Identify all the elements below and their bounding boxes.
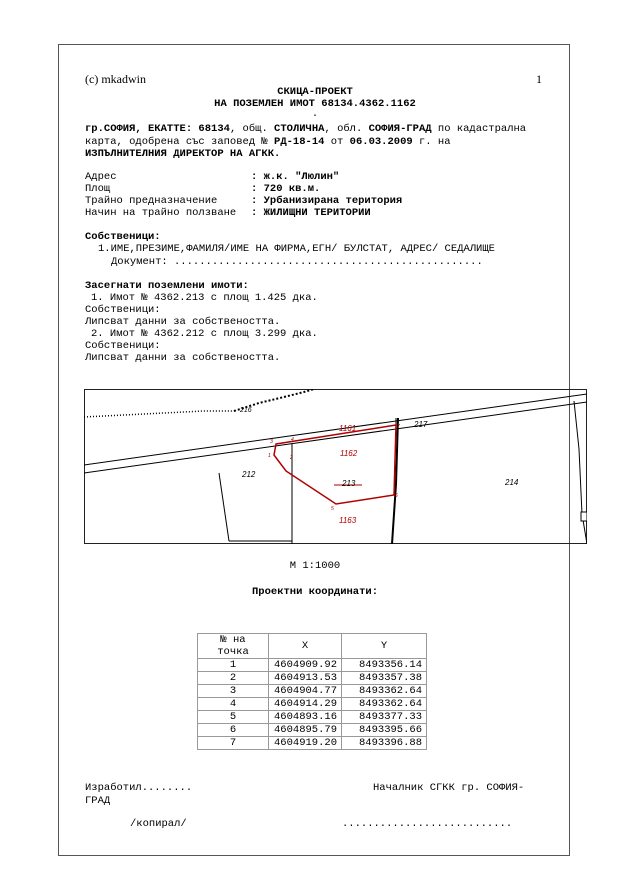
label-1161: 1161 <box>339 424 357 433</box>
separator: : <box>251 195 264 207</box>
affected-line: 1. Имот № 4362.213 с площ 1.425 дка. <box>91 292 318 304</box>
cell: 7 <box>198 737 269 750</box>
cell: 2 <box>198 672 269 685</box>
intro-line-3: ИЗПЪЛНИТЕЛНИЯ ДИРЕКТОР НА АГКК. <box>85 148 281 160</box>
cell: 8493396.88 <box>342 737 427 750</box>
chief-title-cont: ГРАД <box>85 795 111 807</box>
cell: 4604895.79 <box>269 724 342 737</box>
separator: : <box>251 171 264 183</box>
vertex-label: 6 <box>395 493 398 499</box>
label-213: 213 <box>342 479 356 488</box>
dotted-boundary-left <box>84 411 234 417</box>
coords-heading: Проектни координати: <box>251 586 379 598</box>
prop-address-label: Адрес <box>85 171 117 183</box>
table-row <box>198 698 427 711</box>
cell: 8493362.64 <box>342 698 427 711</box>
cell: 4604904.77 <box>269 685 342 698</box>
prop-use-label: Начин на трайно ползване <box>85 207 237 219</box>
signature-line: ........................... <box>342 818 513 830</box>
affected-line: Липсват данни за собствеността. <box>85 352 281 364</box>
affected-line: Липсват данни за собствеността. <box>85 316 281 328</box>
intro-line-2 <box>85 136 451 148</box>
cell: 8493362.64 <box>342 685 427 698</box>
label-1163: 1163 <box>339 516 357 525</box>
prop-address-value <box>251 171 339 183</box>
vertex-label: 2 <box>290 455 293 461</box>
parcel-boundary <box>219 473 229 541</box>
copied-by: /копирал/ <box>130 818 187 830</box>
value: Урбанизирана територия <box>263 195 403 207</box>
cell: 4604919.20 <box>269 737 342 750</box>
owners-document: Документ: ................................................. <box>111 256 483 268</box>
vertex-label: 3 <box>270 439 273 445</box>
cell: 4604893.16 <box>269 711 342 724</box>
prop-purpose-value <box>251 195 402 207</box>
intro-text: , обл. <box>324 123 369 135</box>
label-214: 214 <box>505 478 519 487</box>
prop-area-value <box>251 183 320 195</box>
order-date: 06.03.2009 <box>349 136 413 148</box>
intro-line-1 <box>85 123 526 135</box>
document-title: СКИЦА-ПРОЕКТ <box>277 86 353 98</box>
label-217: 217 <box>414 420 428 429</box>
label-216: 216 <box>240 407 252 414</box>
cell: 5 <box>198 711 269 724</box>
made-by: Изработил........ <box>85 782 193 794</box>
cell: 8493356.14 <box>342 659 427 672</box>
separator: : <box>251 183 264 195</box>
chief-title: Началник СГКК гр. СОФИЯ- <box>373 782 525 794</box>
vertex-label: 7 <box>397 424 400 430</box>
intro-text: по кадастрална <box>431 123 527 135</box>
table-row <box>198 724 427 737</box>
intro-text: карта, одобрена със заповед № <box>85 136 275 148</box>
cell: 4604914.29 <box>269 698 342 711</box>
table-header-row <box>198 634 427 659</box>
cell: 3 <box>198 685 269 698</box>
prop-area-label: Площ <box>85 183 111 195</box>
cell: 1 <box>198 659 269 672</box>
label-212: 212 <box>242 470 256 479</box>
value: ЖИЛИЩНИ ТЕРИТОРИИ <box>263 207 371 219</box>
col-point: № на точка <box>198 634 269 659</box>
cell: 8493357.38 <box>342 672 427 685</box>
affected-line: Собственици: <box>85 340 161 352</box>
coords-table <box>197 633 427 750</box>
page-number: 1 <box>536 72 542 86</box>
table-row <box>198 685 427 698</box>
col-y: Y <box>342 634 427 659</box>
table-row <box>198 672 427 685</box>
title-dot: . <box>311 108 319 120</box>
affected-line: 2. Имот № 4362.212 с площ 3.299 дка. <box>91 328 318 340</box>
cell: 8493395.66 <box>342 724 427 737</box>
parcel-boundary-right <box>574 401 587 544</box>
cell: 4604909.92 <box>269 659 342 672</box>
table-row <box>198 659 427 672</box>
prop-purpose-label: Трайно предназначение <box>85 195 218 207</box>
cell: 8493377.33 <box>342 711 427 724</box>
city-ekatte: гр.СОФИЯ, ЕКАТТЕ: 68134 <box>85 123 230 135</box>
intro-text: г. на <box>412 136 451 148</box>
vertex-label: 5 <box>331 506 334 512</box>
document-subtitle: НА ПОЗЕМЛЕН ИМОТ 68134.4362.1162 <box>214 98 416 110</box>
separator: : <box>251 207 264 219</box>
road-line-upper <box>84 394 587 465</box>
region: СОФИЯ-ГРАД <box>368 123 432 135</box>
vertex-label: 1 <box>268 453 271 459</box>
affected-heading: Засегнати поземлени имоти: <box>85 280 249 292</box>
owners-heading: Собственици: <box>85 231 161 243</box>
intro-text: , общ. <box>229 123 275 135</box>
table-row <box>198 711 427 724</box>
col-x: X <box>269 634 342 659</box>
intro-text: от <box>324 136 350 148</box>
value: 720 кв.м. <box>263 183 321 195</box>
owners-item: 1.ИМЕ,ПРЕЗИМЕ,ФАМИЛЯ/ИМЕ НА ФИРМА,ЕГН/ БУЛСТАТ, АДРЕС/ СЕДАЛИЩЕ <box>98 243 495 255</box>
order-number: РД-18-14 <box>274 136 325 148</box>
label-1162: 1162 <box>340 449 358 458</box>
vertex-label: 4 <box>291 437 294 443</box>
value: ж.к. "Люлин" <box>263 171 340 183</box>
cell: 6 <box>198 724 269 737</box>
municipality: СТОЛИЧНА <box>274 123 325 135</box>
map-marker <box>581 512 587 521</box>
affected-line: Собственици: <box>85 304 161 316</box>
map-scale: М 1:1000 <box>289 560 341 572</box>
table-row <box>198 737 427 750</box>
cadastral-map <box>84 389 587 544</box>
cell: 4604913.53 <box>269 672 342 685</box>
copyright-text: (c) mkadwin <box>85 72 146 86</box>
prop-use-value <box>251 207 371 219</box>
cell: 4 <box>198 698 269 711</box>
